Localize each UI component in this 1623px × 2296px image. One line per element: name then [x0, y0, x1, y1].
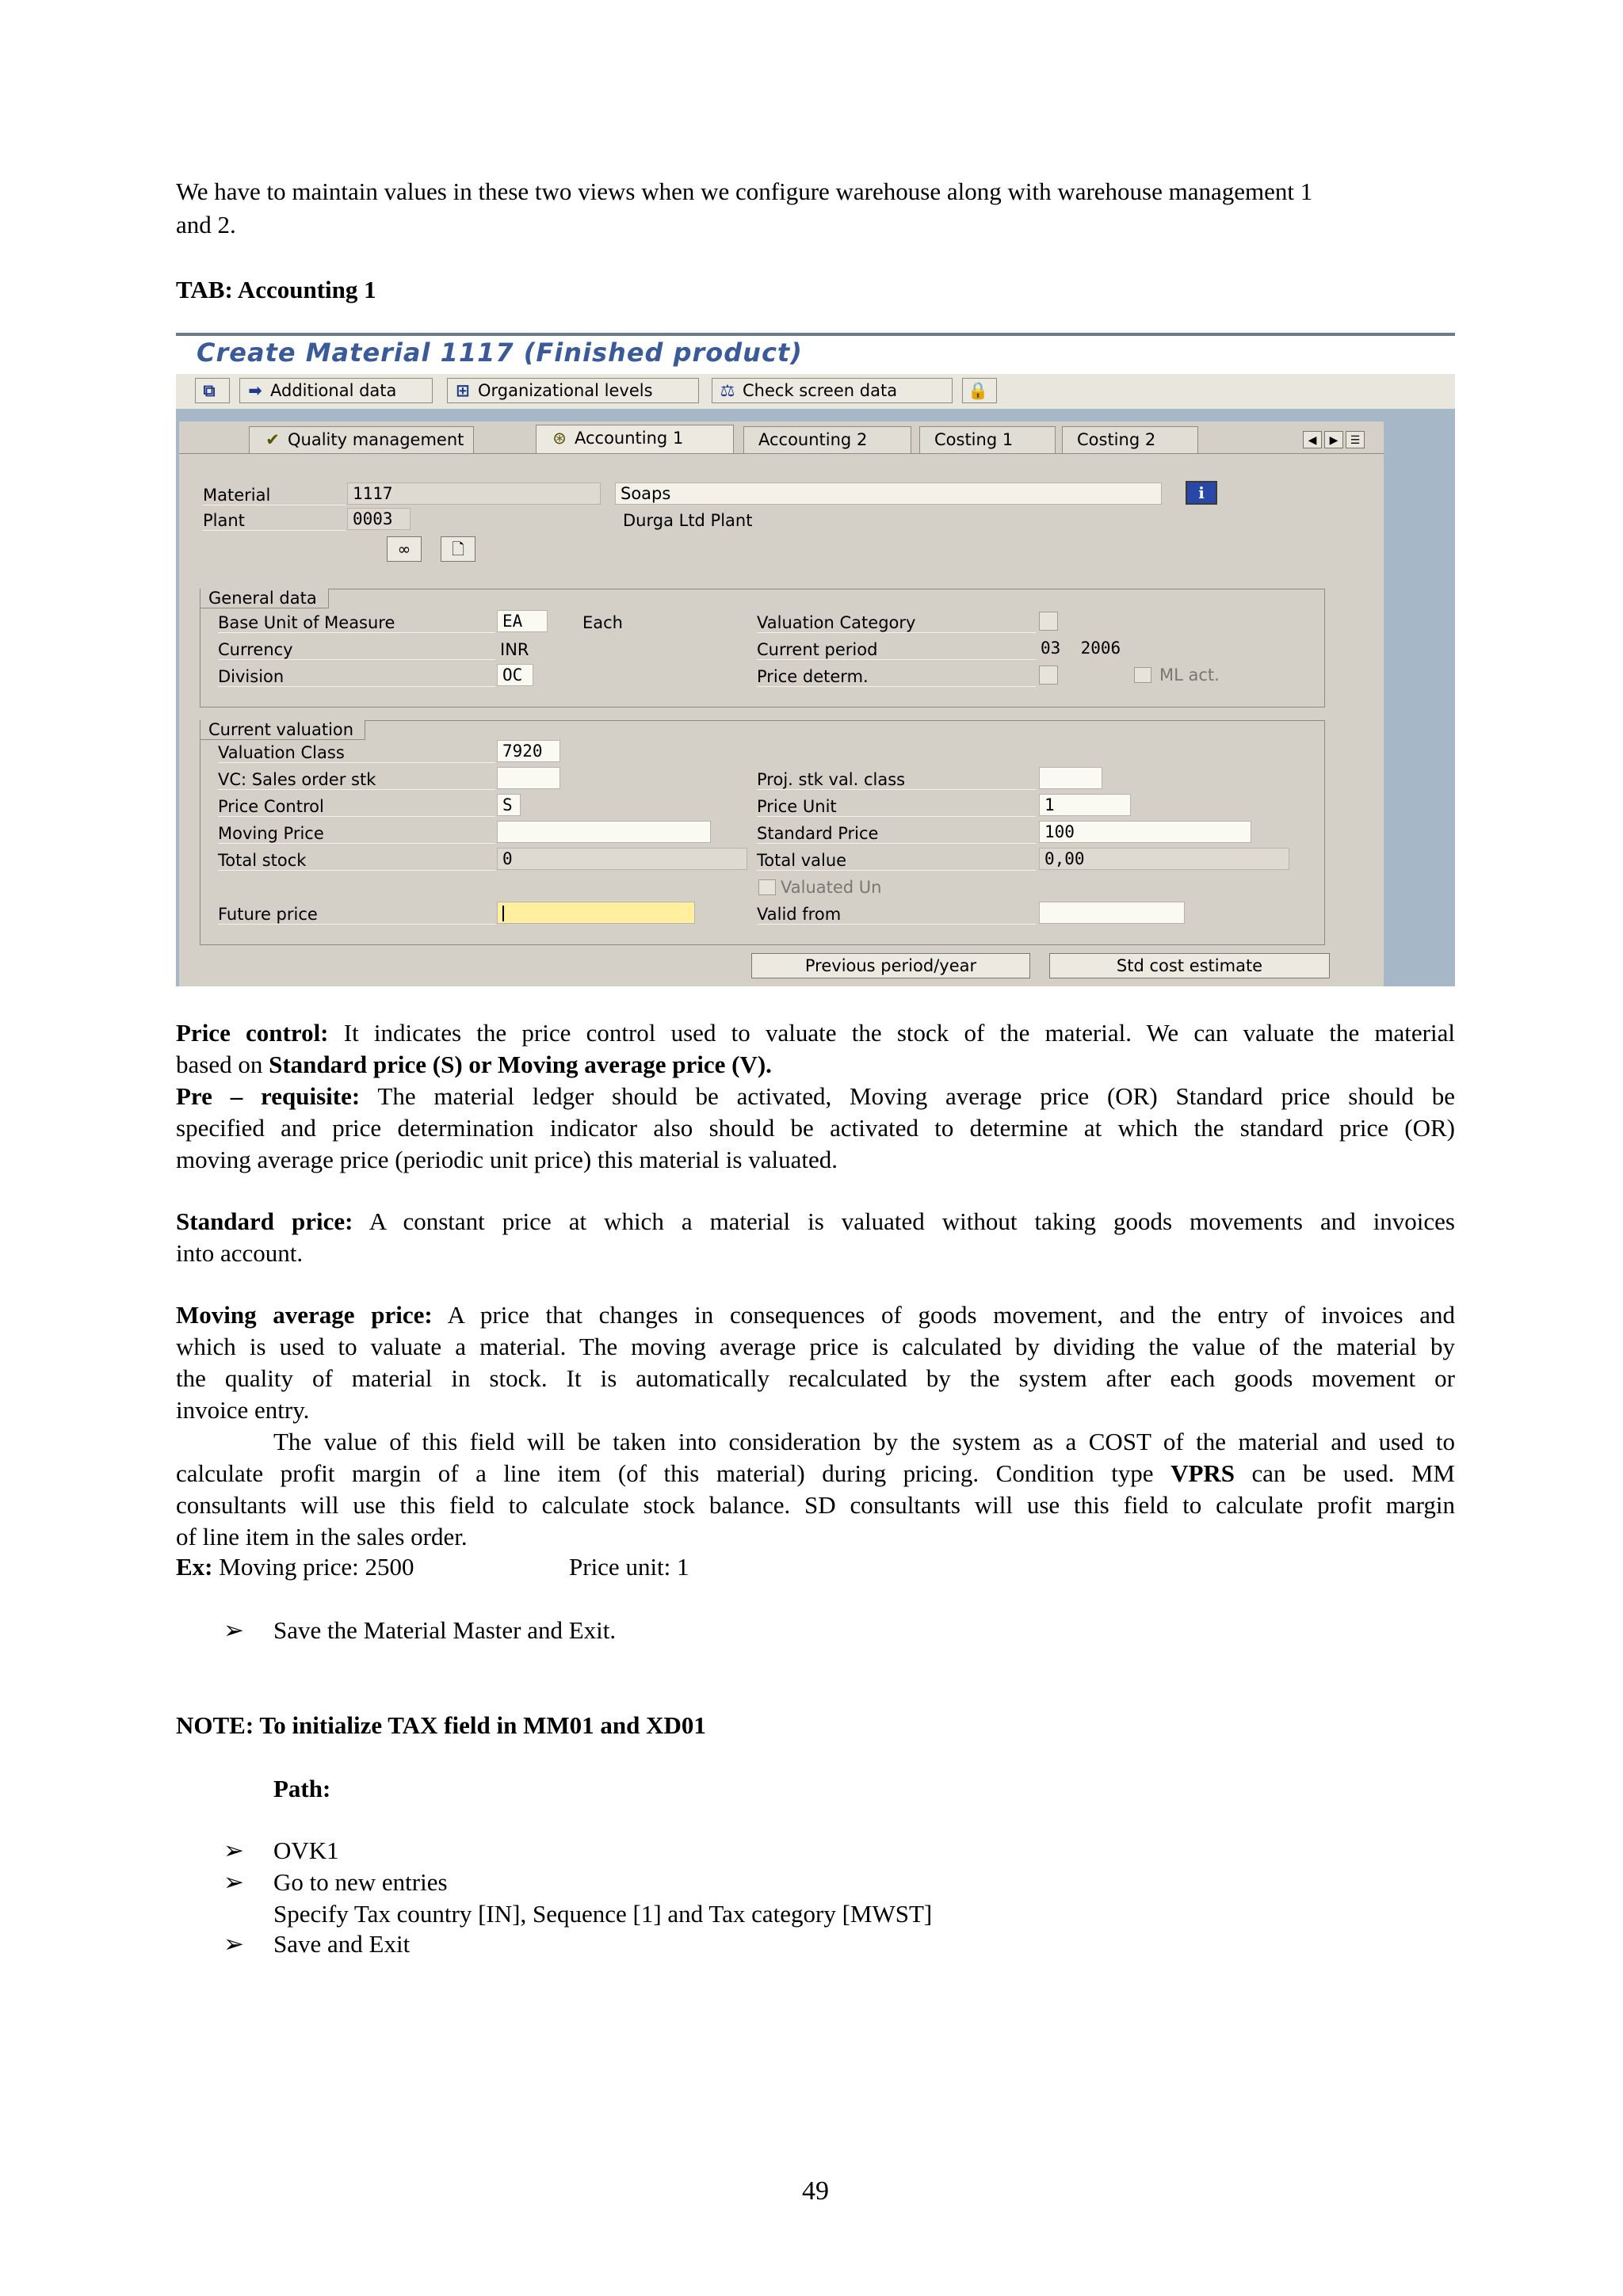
prerequisite-line-2: specified and price determination indicator also should be activated to determine at which the standard price (OR): [176, 1114, 1455, 1142]
total-value-label: Total value: [757, 851, 1036, 871]
path-label: Path:: [273, 1775, 331, 1802]
valuation-category-label: Valuation Category: [757, 613, 1036, 633]
org-levels-button[interactable]: ⊞ Organizational levels: [447, 378, 699, 403]
total-stock-label: Total stock: [218, 851, 495, 871]
accounting-1-content: [179, 453, 1384, 986]
material-label: Material: [203, 486, 346, 505]
tab-accounting-2[interactable]: Accounting 2: [743, 426, 911, 453]
current-period-value: 03 2006: [1041, 639, 1121, 658]
vc-sales-order-label: VC: Sales order stk: [218, 770, 495, 790]
tab-right-icon[interactable]: ▶: [1324, 431, 1343, 448]
arrow-right-icon: ➡: [248, 381, 262, 400]
moving-average-line-1: Moving average price: A price that changes in consequences of goods movement, and the entry of invoices and: [176, 1301, 1455, 1329]
moving-average-line-3: the quality of material in stock. It is automatically recalculated by the system after each goods movement or: [176, 1364, 1455, 1392]
valuated-un-checkbox[interactable]: [758, 879, 776, 895]
total-stock-field[interactable]: 0: [497, 848, 747, 870]
moving-price-field[interactable]: [497, 821, 711, 843]
standard-price-field[interactable]: 100: [1039, 821, 1251, 843]
arrow-bullet-icon: ➢: [223, 1836, 244, 1864]
tab-navigation: [1303, 429, 1367, 448]
moving-price-label: Moving Price: [218, 824, 495, 844]
price-control-paragraph-line-2: based on Standard price (S) or Moving average price (V).: [176, 1051, 772, 1078]
example-line: Ex: Moving price: 2500: [176, 1553, 414, 1581]
currency-label: Currency: [218, 640, 495, 660]
prerequisite-line-1: Pre – requisite: The material ledger should be activated, Moving average price (OR) Standard price should be: [176, 1082, 1455, 1110]
tab-costing-2[interactable]: Costing 2: [1062, 426, 1198, 453]
valid-from-field[interactable]: [1039, 902, 1185, 924]
arrow-bullet-icon: ➢: [223, 1930, 244, 1958]
display-change-icon: ⧉: [203, 381, 216, 400]
window-title: Create Material 1117 (Finished product): [197, 338, 803, 368]
valuation-category-field[interactable]: [1039, 612, 1058, 631]
currency-value: INR: [500, 640, 529, 659]
total-value-field[interactable]: 0,00: [1039, 848, 1289, 870]
standard-price-label: Standard Price: [757, 824, 1036, 844]
tab-list-icon[interactable]: ☰: [1346, 431, 1365, 448]
current-valuation-group: [200, 720, 1325, 945]
valuation-class-label: Valuation Class: [218, 743, 495, 763]
accounting-icon: ⊛: [552, 429, 567, 448]
vc-sales-order-field[interactable]: [497, 767, 560, 789]
ml-act-label: ML act.: [1159, 666, 1220, 685]
price-control-field[interactable]: S: [497, 794, 521, 816]
window-titlebar: [176, 333, 1455, 374]
material-number-field[interactable]: 1117: [347, 482, 601, 505]
application-toolbar: [176, 374, 1455, 410]
division-label: Division: [218, 667, 495, 687]
moving-average-line-2: which is used to valuate a material. The moving average price is calculated by dividing the value of the material by: [176, 1333, 1455, 1360]
future-price-label: Future price: [218, 905, 495, 925]
base-uom-field[interactable]: EA: [497, 610, 548, 632]
future-price-field[interactable]: [497, 902, 695, 924]
check-screen-data-button[interactable]: ⚖ Check screen data: [712, 378, 953, 403]
current-period-label: Current period: [757, 640, 1036, 660]
general-data-group: [200, 589, 1325, 707]
valid-from-label: Valid from: [757, 905, 1036, 925]
tab-accounting-1[interactable]: ⊛ Accounting 1: [536, 425, 734, 453]
step-new-entries: Go to new entries: [273, 1868, 448, 1896]
tab-heading: TAB: Accounting 1: [176, 276, 376, 303]
division-field[interactable]: OC: [497, 664, 533, 686]
moving-average-line-8: of line item in the sales order.: [176, 1523, 468, 1550]
price-control-label: Price Control: [218, 797, 495, 817]
document-icon[interactable]: 🗋: [441, 536, 475, 562]
base-uom-description: Each: [582, 613, 623, 632]
arrow-bullet-icon: ➢: [223, 1868, 244, 1896]
price-unit-field[interactable]: 1: [1039, 794, 1131, 816]
moving-average-line-5: The value of this field will be taken into consideration by the system as a COST of the material and used to: [273, 1428, 1455, 1455]
info-icon[interactable]: i: [1186, 481, 1217, 505]
sap-screenshot: [176, 333, 1455, 986]
standard-price-line-1: Standard price: A constant price at which a material is valuated without taking goods movements and invoices: [176, 1207, 1455, 1235]
ml-act-checkbox[interactable]: [1134, 667, 1151, 683]
current-valuation-title: Current valuation: [200, 720, 365, 740]
step-ovk1: OVK1: [273, 1836, 339, 1864]
additional-data-button[interactable]: ➡ Additional data: [239, 378, 433, 403]
display-change-button[interactable]: [195, 378, 230, 403]
moving-average-line-6: calculate profit margin of a line item (of this material) during pricing. Condition type VPRS can be used. MM: [176, 1459, 1455, 1487]
price-determ-label: Price determ.: [757, 667, 1036, 687]
price-determ-field[interactable]: [1039, 666, 1058, 685]
scale-icon: ⚖: [720, 381, 735, 400]
page-number: 49: [802, 2176, 829, 2206]
price-control-paragraph-line-1: Price control: It indicates the price control used to valuate the stock of the material. We can valuate the material: [176, 1019, 1455, 1047]
moving-average-line-7: consultants will use this field to calculate stock balance. SD consultants will use this field to calculate profit margin: [176, 1491, 1455, 1519]
general-data-title: General data: [200, 589, 329, 608]
lock-button[interactable]: [962, 378, 997, 403]
valuated-un-label: Valuated Un: [781, 878, 882, 897]
note-heading: NOTE: To initialize TAX field in MM01 and XD01: [176, 1711, 706, 1739]
tab-quality-management[interactable]: ✔ Quality management: [249, 426, 474, 453]
base-uom-label: Base Unit of Measure: [218, 613, 495, 633]
quality-icon: ✔: [265, 430, 280, 449]
arrow-bullet-icon: ➢: [223, 1616, 244, 1644]
moving-average-line-4: invoice entry.: [176, 1396, 310, 1424]
step-specify-tax: Specify Tax country [IN], Sequence [1] and Tax category [MWST]: [273, 1900, 933, 1928]
tab-left-icon[interactable]: ◀: [1303, 431, 1322, 448]
std-cost-estimate-button[interactable]: Std cost estimate: [1049, 953, 1330, 978]
plant-label: Plant: [203, 511, 346, 531]
example-price-unit: Price unit: 1: [569, 1553, 689, 1581]
material-description-field[interactable]: Soaps: [615, 482, 1162, 505]
step-save-exit: Save and Exit: [273, 1930, 411, 1958]
intro-line-2: and 2.: [176, 211, 236, 238]
tab-costing-1[interactable]: Costing 1: [919, 426, 1056, 453]
price-unit-label: Price Unit: [757, 797, 1036, 817]
plant-field[interactable]: 0003: [347, 508, 411, 530]
valuation-class-field[interactable]: 7920: [497, 740, 560, 762]
proj-stk-val-class-field[interactable]: [1039, 767, 1102, 789]
prerequisite-line-3: moving average price (periodic unit price) this material is valuated.: [176, 1146, 838, 1173]
save-step: Save the Material Master and Exit.: [273, 1616, 617, 1644]
standard-price-line-2: into account.: [176, 1239, 304, 1267]
proj-stk-val-class-label: Proj. stk val. class: [757, 770, 1036, 790]
lock-icon: 🔒: [968, 381, 989, 400]
plant-description: Durga Ltd Plant: [623, 511, 753, 530]
glasses-icon[interactable]: ∞: [387, 536, 422, 562]
intro-line-1: We have to maintain values in these two views when we configure warehouse along with warehouse management 1: [176, 177, 1313, 205]
previous-period-button[interactable]: Previous period/year: [751, 953, 1030, 978]
hierarchy-icon: ⊞: [456, 381, 470, 400]
